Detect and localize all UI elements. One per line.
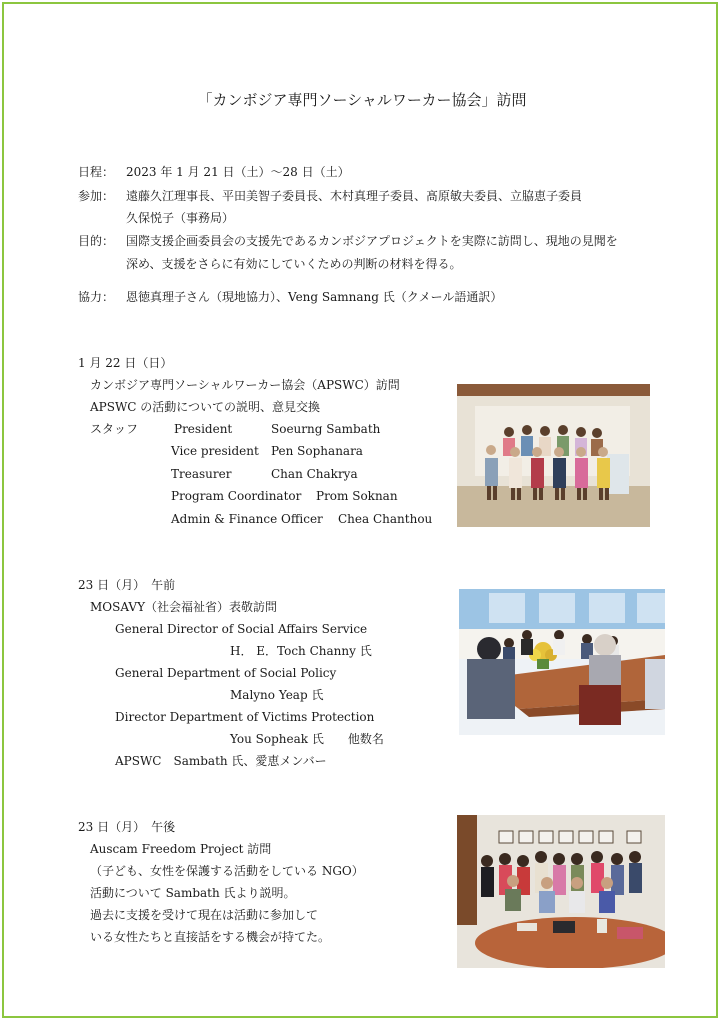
staff-name: Pen Sophanara — [271, 444, 363, 458]
staff-role: Admin & Finance Officer — [171, 512, 323, 526]
participants-line2: 久保悦子（事務局） — [126, 211, 235, 225]
staff-name: Chea Chanthou — [338, 512, 433, 526]
day2pm-date: 23 日（月） 午後 — [78, 820, 176, 834]
purpose-line2: 深め、支援をさらに有効にしていくための判断の材料を得る。 — [126, 257, 462, 271]
day2pm-line4: 過去に支援を受けて現在は活動に参加して — [90, 908, 319, 922]
day1-line2: APSWC の活動についての説明、意見交換 — [90, 400, 321, 414]
purpose-line1: 国際支援企画委員会の支援先であるカンボジアプロジェクトを実際に訪問し、現地の見聞を — [126, 234, 618, 248]
official-role: Director Department of Victims Protection — [115, 710, 375, 724]
official-name: You Sopheak 氏 他数名 — [230, 732, 384, 746]
mosavy-meeting-photo — [459, 589, 665, 735]
day2pm-line1: Auscam Freedom Project 訪問 — [90, 842, 272, 856]
staff-label: スタッフ — [90, 422, 139, 436]
day2pm-line5: いる女性たちと直接話をする機会が持てた。 — [90, 930, 331, 944]
staff-name: Soeurng Sambath — [271, 422, 381, 436]
official-role: General Department of Social Policy — [115, 666, 337, 680]
cooperation-value: 恩徳真理子さん（現地協力）、Veng Samnang 氏（クメール語通訳） — [126, 290, 503, 304]
participants-label: 参加： — [78, 189, 115, 203]
staff-role: Program Coordinator — [171, 489, 302, 503]
official-name: Malyno Yeap 氏 — [230, 688, 324, 702]
day2am-line1: MOSAVY（社会福祉省）表敬訪問 — [90, 600, 278, 614]
staff-role: President — [174, 422, 233, 436]
participants-line1: 遠藤久江理事長、平田美智子委員長、木村真理子委員、髙原敏夫委員、立脇恵子委員 — [126, 189, 583, 203]
schedule-label: 日程： — [78, 165, 115, 179]
staff-role: Vice president — [171, 444, 259, 458]
staff-role: Treasurer — [171, 467, 232, 481]
purpose-label: 目的： — [78, 234, 115, 248]
page-title: 「カンボジア専門ソーシャルワーカー協会」訪問 — [197, 91, 527, 109]
auscam-group-photo — [457, 815, 665, 968]
official-name: H． E．Toch Channy 氏 — [230, 644, 372, 658]
schedule-value: 2023 年 1 月 21 日（土）～28 日（土） — [126, 165, 350, 179]
day2pm-line3: 活動について Sambath 氏より説明。 — [90, 886, 296, 900]
day1-date: 1 月 22 日（日） — [78, 356, 173, 370]
day2am-date: 23 日（月） 午前 — [78, 578, 176, 592]
day2am-members: APSWC Sambath 氏、愛恵メンバー — [115, 754, 327, 768]
staff-name: Prom Soknan — [316, 489, 398, 503]
apswc-group-photo — [457, 384, 650, 527]
cooperation-label: 協力： — [78, 290, 115, 304]
day2pm-line2: （子ども、女性を保護する活動をしている NGO） — [90, 864, 364, 878]
official-role: General Director of Social Affairs Service — [115, 622, 368, 636]
staff-name: Chan Chakrya — [271, 467, 358, 481]
day1-line1: カンボジア専門ソーシャルワーカー協会（APSWC）訪問 — [90, 378, 400, 392]
